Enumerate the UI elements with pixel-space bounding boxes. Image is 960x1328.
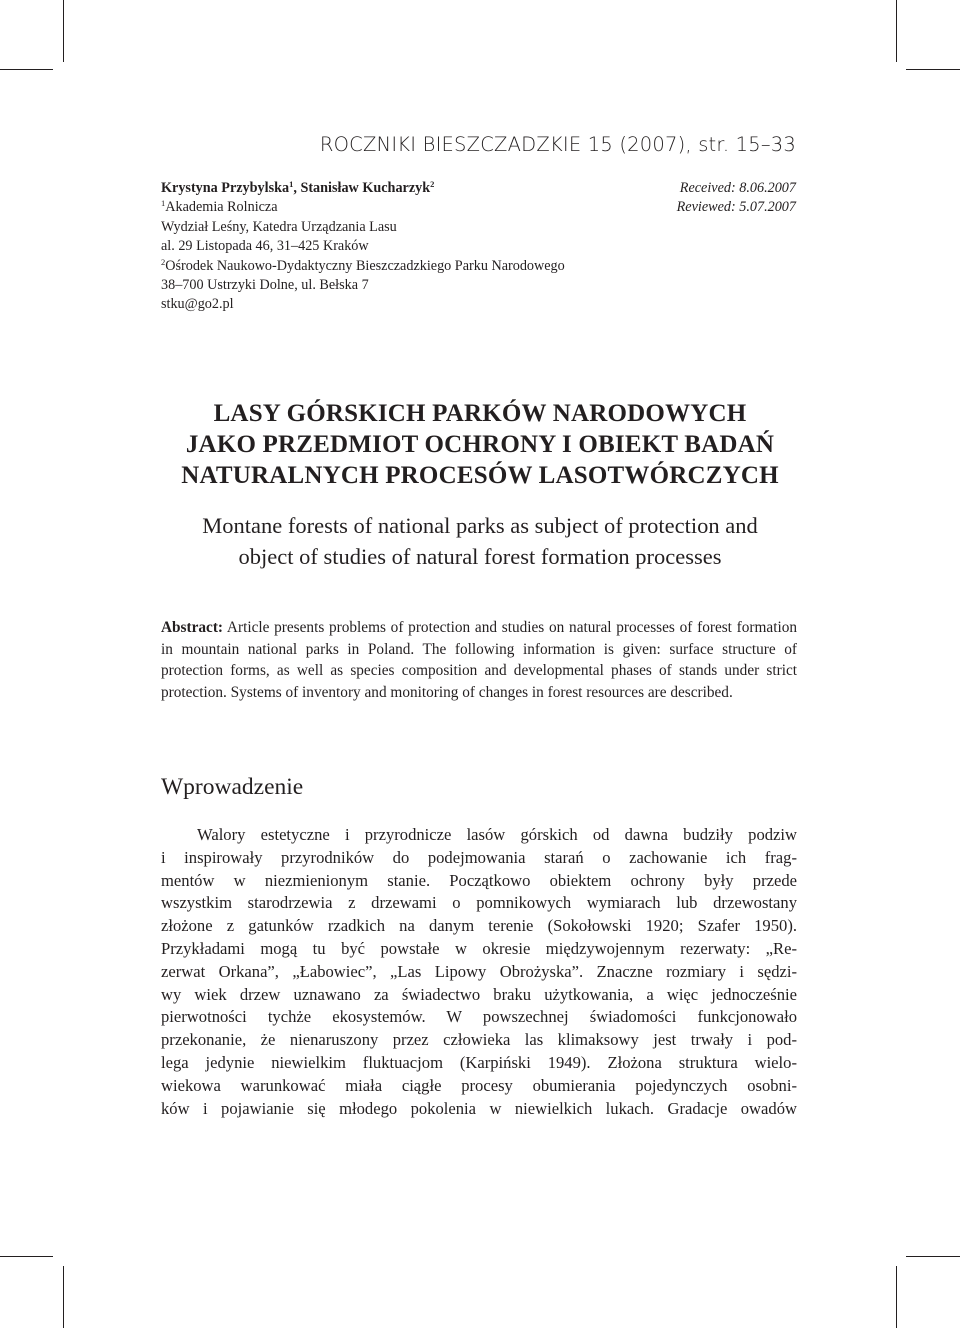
title-english — [0, 510, 960, 572]
body-line: mentów w niezmienionym stanie. Początkowo obiektem ochrony były przede — [161, 870, 797, 890]
body-line: ków i pojawianie się młodego pokolenia w niewielkich lukach. Gradacje owadów — [161, 1098, 797, 1118]
abstract-label: Abstract: — [161, 619, 224, 636]
author-separator: , — [293, 180, 301, 196]
title-line: LASY GÓRSKICH PARKÓW NARODOWYCH — [213, 400, 747, 427]
title-line: NATURALNYCH PROCESÓW LASOTWÓRCZYCH — [181, 462, 779, 489]
body-line: wiekowa warunkować miała ciągłe procesy obumierania pojedynczych osobni- — [161, 1075, 797, 1095]
section-heading: Wprowadzenie — [161, 774, 304, 800]
abstract-text: Article presents problems of protection and studies on natural processes of forest formation in mountain national parks in Poland. The following information is given: surface structure of protection forms, as well as species composition and developmental phases of stands under strict protection. Systems of inventory and monitoring of changes in forest resources are described. — [161, 619, 797, 701]
reviewed-date: Reviewed: 5.07.2007 — [676, 199, 796, 216]
affiliation-sup: 2 — [161, 256, 166, 267]
received-date: Received: 8.06.2007 — [679, 180, 796, 196]
email: stku@go2.pl — [161, 296, 234, 313]
affiliation-line: $^1$Akademia Rolnicza — [161, 198, 278, 216]
body-line: pierwotności tychże ekosystemów. W powszechnej świadomości funkcjonowało — [161, 1007, 797, 1027]
author-name: Stanisław Kucharzyk — [300, 180, 431, 196]
affiliation-line: $^2$Ośrodek Naukowo-Dydaktyczny Bieszczadzkiego Parku Narodowego — [161, 256, 565, 274]
journal-header: ROCZNIKI BIESZCZADZKIE 15 (2007), str. 15–33 — [319, 133, 796, 156]
body-line: złożone z gatunków rzadkich na danym terenie (Sokołowski 1920; Szafer 1950). — [161, 916, 797, 936]
affiliation-line: Wydział Leśny, Katedra Urządzania Lasu — [161, 218, 397, 235]
body-line: przekonanie, że nienaruszony przez człowieka las klimaksowy jest trwały i pod- — [161, 1030, 797, 1050]
body-line: Walory estetyczne i przyrodnicze lasów górskich od dawna budziły podziw — [197, 825, 797, 844]
crop-mark-bottom-right-v — [896, 1266, 897, 1328]
crop-mark-bottom-right-h — [906, 1256, 960, 1257]
body-line: Przykładami mogą tu być powstałe w okresie międzywojennym rezerwaty: „Re- — [161, 938, 797, 958]
body-line: wy wiek drzew uznawano za świadectwo braku użytkowania, a więc jednocześnie — [161, 984, 797, 1004]
abstract — [161, 617, 797, 703]
author-name: Krystyna Przybylska — [161, 180, 290, 196]
crop-mark-top-left-v — [63, 0, 64, 62]
affiliation-line: al. 29 Listopada 46, 31–425 Kraków — [161, 238, 369, 255]
crop-mark-top-right-v — [896, 0, 897, 62]
body-line: lega jedynie niewielkim fluktuacjom (Karpiński 1949). Złożona struktura wielo- — [161, 1052, 797, 1072]
affiliation-sup: 2 — [430, 179, 435, 189]
affiliation-line: 38–700 Ustrzyki Dolne, ul. Bełska 7 — [161, 277, 369, 294]
crop-mark-top-right-h — [906, 69, 960, 70]
title-polish — [0, 398, 960, 491]
author-block — [161, 179, 621, 315]
title-line: object of studies of natural forest formation processes — [238, 544, 722, 569]
body-line: i inspirowały przyrodników do podejmowania starań o zachowanie ich frag- — [161, 847, 797, 867]
dates-block — [677, 179, 796, 218]
body-paragraph — [161, 824, 797, 1120]
body-line: zerwat Orkana”, „Łabowiec”, „Las Lipowy Obrożyska”. Znaczne rozmiary i sędzi- — [161, 961, 797, 981]
affiliation-sup: 1 — [161, 198, 166, 209]
affiliation-sup: 1 — [289, 179, 294, 189]
crop-mark-bottom-left-h — [0, 1256, 53, 1257]
title-line: Montane forests of national parks as subject of protection and — [202, 513, 758, 538]
crop-mark-top-left-h — [0, 69, 53, 70]
title-line: JAKO PRZEDMIOT OCHRONY I OBIEKT BADAŃ — [185, 431, 775, 458]
author-names — [161, 179, 621, 198]
body-line: wszystkim starodrzewia z drzewami o pomnikowych wymiarach lub drzewostany — [161, 893, 797, 913]
crop-mark-bottom-left-v — [63, 1266, 64, 1328]
